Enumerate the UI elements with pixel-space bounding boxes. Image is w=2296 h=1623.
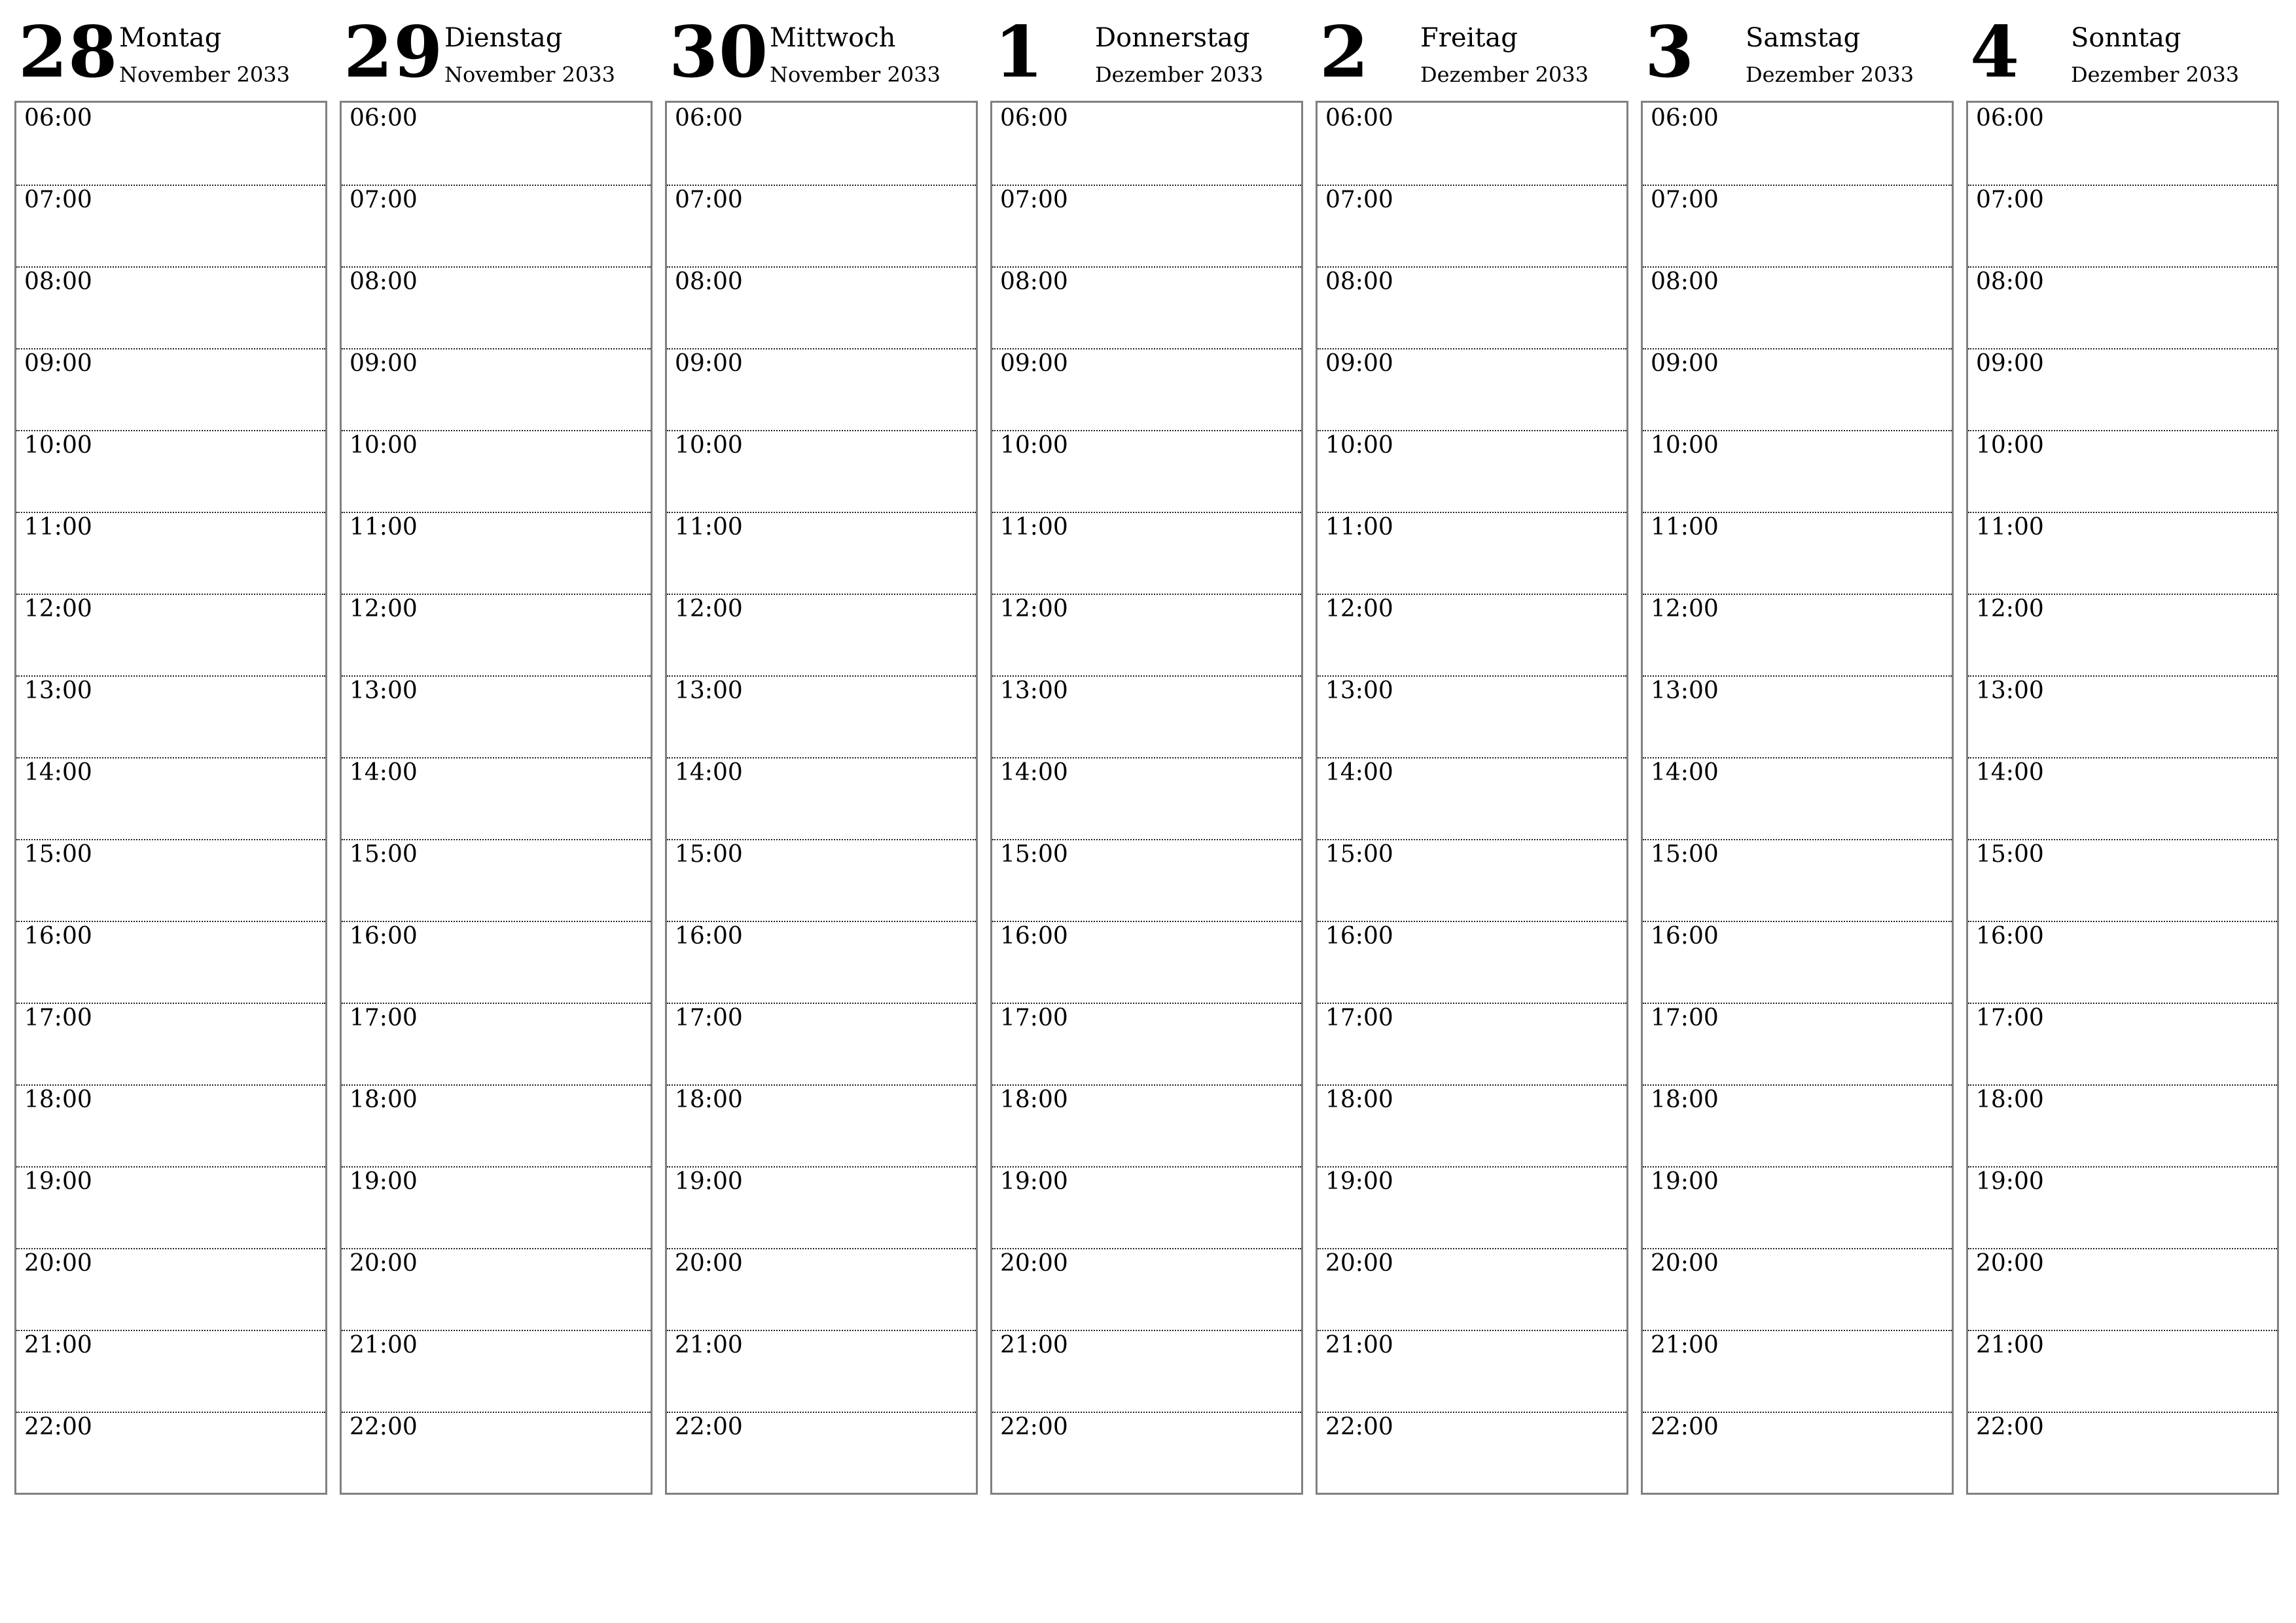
time-label: 10:00: [1976, 432, 2044, 459]
time-label: 16:00: [350, 923, 418, 950]
time-label: 07:00: [1651, 187, 1719, 213]
time-slot[interactable]: [992, 1248, 1301, 1331]
time-slot[interactable]: [992, 1003, 1301, 1086]
hour-grid: [1316, 101, 1628, 1495]
time-slot[interactable]: [1318, 103, 1626, 186]
time-label: 16:00: [1325, 923, 1393, 950]
time-slot[interactable]: [16, 1412, 325, 1493]
time-slot[interactable]: [667, 1330, 976, 1413]
month-year: Dezember 2033: [1420, 62, 1589, 87]
time-slot[interactable]: [1318, 1166, 1626, 1249]
time-label: 07:00: [1325, 187, 1393, 213]
hour-grid: [1641, 101, 1954, 1495]
month-year: Dezember 2033: [1746, 62, 1914, 87]
time-slot[interactable]: [667, 103, 976, 186]
time-slot[interactable]: [1968, 594, 2277, 677]
time-label: 09:00: [675, 350, 743, 377]
weekday-name: Samstag: [1746, 23, 1861, 53]
time-label: 15:00: [1651, 841, 1719, 868]
time-label: 13:00: [1976, 677, 2044, 704]
time-slot[interactable]: [16, 430, 325, 513]
time-slot[interactable]: [16, 757, 325, 840]
time-slot[interactable]: [1643, 1248, 1952, 1331]
time-slot[interactable]: [992, 430, 1301, 513]
time-slot[interactable]: [1643, 1412, 1952, 1493]
time-slot[interactable]: [667, 512, 976, 595]
time-slot[interactable]: [1968, 1412, 2277, 1493]
time-label: 22:00: [24, 1414, 92, 1440]
time-label: 12:00: [1976, 596, 2044, 622]
time-slot[interactable]: [342, 1248, 651, 1331]
time-label: 13:00: [24, 677, 92, 704]
time-label: 08:00: [350, 268, 418, 295]
time-label: 20:00: [350, 1250, 418, 1277]
time-slot[interactable]: [667, 1003, 976, 1086]
time-label: 14:00: [675, 759, 743, 786]
time-label: 06:00: [350, 105, 418, 132]
time-label: 15:00: [1000, 841, 1068, 868]
time-slot[interactable]: [16, 512, 325, 595]
time-slot[interactable]: [1968, 1330, 2277, 1413]
time-slot[interactable]: [16, 103, 325, 186]
hour-grid: [665, 101, 978, 1495]
time-slot[interactable]: [342, 1166, 651, 1249]
time-slot[interactable]: [1968, 430, 2277, 513]
time-label: 20:00: [675, 1250, 743, 1277]
time-label: 17:00: [24, 1005, 92, 1031]
time-slot[interactable]: [1968, 1003, 2277, 1086]
time-slot[interactable]: [16, 1166, 325, 1249]
time-label: 10:00: [1000, 432, 1068, 459]
time-slot[interactable]: [342, 1084, 651, 1168]
time-slot[interactable]: [1318, 675, 1626, 758]
time-label: 09:00: [1651, 350, 1719, 377]
hour-grid: [990, 101, 1303, 1495]
time-label: 19:00: [1976, 1168, 2044, 1195]
time-slot[interactable]: [667, 757, 976, 840]
time-label: 22:00: [1325, 1414, 1393, 1440]
time-label: 18:00: [1000, 1086, 1068, 1113]
time-label: 15:00: [24, 841, 92, 868]
time-slot[interactable]: [667, 185, 976, 268]
time-slot[interactable]: [1968, 266, 2277, 349]
weekday-name: Donnerstag: [1095, 23, 1250, 53]
time-label: 11:00: [675, 514, 743, 541]
time-label: 14:00: [1325, 759, 1393, 786]
weekday-name: Mittwoch: [770, 23, 896, 53]
time-slot[interactable]: [1968, 839, 2277, 922]
time-label: 17:00: [350, 1005, 418, 1031]
month-year: Dezember 2033: [1095, 62, 1264, 87]
time-label: 10:00: [350, 432, 418, 459]
time-slot[interactable]: [1643, 921, 1952, 1004]
time-label: 06:00: [24, 105, 92, 132]
time-slot[interactable]: [342, 594, 651, 677]
time-label: 17:00: [1325, 1005, 1393, 1031]
time-slot[interactable]: [342, 348, 651, 431]
day-number: 30: [669, 11, 769, 94]
time-slot[interactable]: [1968, 103, 2277, 186]
day-header: [14, 0, 326, 98]
time-slot[interactable]: [342, 921, 651, 1004]
time-label: 12:00: [24, 596, 92, 622]
time-label: 14:00: [1976, 759, 2044, 786]
time-label: 09:00: [1325, 350, 1393, 377]
time-slot[interactable]: [1968, 757, 2277, 840]
time-label: 15:00: [350, 841, 418, 868]
time-slot[interactable]: [16, 1248, 325, 1331]
time-slot[interactable]: [16, 348, 325, 431]
time-label: 13:00: [1325, 677, 1393, 704]
time-slot[interactable]: [992, 266, 1301, 349]
time-slot[interactable]: [1968, 512, 2277, 595]
day-number: 28: [18, 11, 118, 94]
time-slot[interactable]: [342, 266, 651, 349]
time-slot[interactable]: [1643, 512, 1952, 595]
time-slot[interactable]: [1968, 1084, 2277, 1168]
day-number: 29: [344, 11, 444, 94]
time-label: 14:00: [1000, 759, 1068, 786]
time-label: 07:00: [675, 187, 743, 213]
time-label: 09:00: [350, 350, 418, 377]
time-slot[interactable]: [16, 839, 325, 922]
time-label: 08:00: [1651, 268, 1719, 295]
time-slot[interactable]: [1643, 266, 1952, 349]
time-label: 18:00: [675, 1086, 743, 1113]
time-label: 11:00: [1000, 514, 1068, 541]
time-slot[interactable]: [1318, 348, 1626, 431]
month-year: November 2033: [119, 62, 290, 87]
weekday-name: Montag: [119, 23, 222, 53]
time-slot[interactable]: [342, 839, 651, 922]
time-label: 17:00: [1000, 1005, 1068, 1031]
time-label: 12:00: [1000, 596, 1068, 622]
weekday-name: Freitag: [1420, 23, 1518, 53]
time-label: 12:00: [350, 596, 418, 622]
time-label: 20:00: [1651, 1250, 1719, 1277]
time-label: 11:00: [1325, 514, 1393, 541]
time-slot[interactable]: [16, 185, 325, 268]
time-label: 18:00: [350, 1086, 418, 1113]
time-slot[interactable]: [342, 1003, 651, 1086]
time-label: 18:00: [24, 1086, 92, 1113]
time-label: 10:00: [1325, 432, 1393, 459]
weekday-name: Sonntag: [2071, 23, 2181, 53]
time-label: 17:00: [1976, 1005, 2044, 1031]
time-label: 09:00: [24, 350, 92, 377]
time-label: 19:00: [1651, 1168, 1719, 1195]
time-label: 08:00: [1976, 268, 2044, 295]
time-slot[interactable]: [16, 266, 325, 349]
time-label: 11:00: [24, 514, 92, 541]
time-slot[interactable]: [1318, 839, 1626, 922]
day-number: 4: [1970, 11, 2020, 94]
time-slot[interactable]: [1318, 430, 1626, 513]
time-slot[interactable]: [992, 921, 1301, 1004]
time-slot[interactable]: [667, 1166, 976, 1249]
time-label: 22:00: [1651, 1414, 1719, 1440]
time-slot[interactable]: [1643, 430, 1952, 513]
time-slot[interactable]: [992, 839, 1301, 922]
time-label: 14:00: [24, 759, 92, 786]
time-label: 18:00: [1976, 1086, 2044, 1113]
time-label: 20:00: [1976, 1250, 2044, 1277]
time-label: 16:00: [1000, 923, 1068, 950]
time-slot[interactable]: [992, 348, 1301, 431]
time-slot[interactable]: [667, 839, 976, 922]
time-slot[interactable]: [1643, 594, 1952, 677]
time-slot[interactable]: [342, 185, 651, 268]
hour-grid: [14, 101, 327, 1495]
time-label: 16:00: [675, 923, 743, 950]
time-label: 15:00: [1976, 841, 2044, 868]
time-label: 19:00: [24, 1168, 92, 1195]
time-slot[interactable]: [1318, 1084, 1626, 1168]
time-slot[interactable]: [342, 675, 651, 758]
time-label: 08:00: [24, 268, 92, 295]
time-slot[interactable]: [16, 1330, 325, 1413]
time-slot[interactable]: [1318, 757, 1626, 840]
time-label: 14:00: [1651, 759, 1719, 786]
time-label: 07:00: [24, 187, 92, 213]
time-slot[interactable]: [992, 757, 1301, 840]
time-slot[interactable]: [342, 1330, 651, 1413]
time-label: 13:00: [350, 677, 418, 704]
time-slot[interactable]: [342, 512, 651, 595]
time-slot[interactable]: [667, 594, 976, 677]
time-label: 07:00: [1000, 187, 1068, 213]
day-header: [665, 0, 977, 98]
time-slot[interactable]: [1643, 103, 1952, 186]
time-slot[interactable]: [342, 103, 651, 186]
time-label: 19:00: [1000, 1168, 1068, 1195]
time-label: 22:00: [675, 1414, 743, 1440]
time-slot[interactable]: [667, 1248, 976, 1331]
time-label: 06:00: [1651, 105, 1719, 132]
month-year: November 2033: [444, 62, 615, 87]
weekday-name: Dienstag: [444, 23, 563, 53]
day-number: 3: [1645, 11, 1695, 94]
time-label: 20:00: [1325, 1250, 1393, 1277]
time-slot[interactable]: [16, 675, 325, 758]
time-label: 07:00: [1976, 187, 2044, 213]
time-label: 06:00: [1000, 105, 1068, 132]
month-year: November 2033: [770, 62, 941, 87]
day-header: [1316, 0, 1627, 98]
time-label: 21:00: [24, 1332, 92, 1359]
time-label: 22:00: [1000, 1414, 1068, 1440]
time-label: 16:00: [1976, 923, 2044, 950]
time-slot[interactable]: [667, 921, 976, 1004]
time-label: 08:00: [675, 268, 743, 295]
time-slot[interactable]: [1318, 594, 1626, 677]
time-slot[interactable]: [1968, 185, 2277, 268]
time-label: 15:00: [1325, 841, 1393, 868]
time-slot[interactable]: [667, 430, 976, 513]
time-slot[interactable]: [667, 1412, 976, 1493]
time-slot[interactable]: [1643, 1084, 1952, 1168]
time-label: 19:00: [350, 1168, 418, 1195]
time-label: 11:00: [1976, 514, 2044, 541]
time-slot[interactable]: [16, 1003, 325, 1086]
time-label: 19:00: [675, 1168, 743, 1195]
time-slot[interactable]: [342, 1412, 651, 1493]
time-label: 08:00: [1325, 268, 1393, 295]
time-slot[interactable]: [667, 675, 976, 758]
time-label: 10:00: [675, 432, 743, 459]
time-slot[interactable]: [1318, 185, 1626, 268]
time-label: 12:00: [1325, 596, 1393, 622]
time-label: 13:00: [675, 677, 743, 704]
time-slot[interactable]: [1643, 1166, 1952, 1249]
time-label: 11:00: [1651, 514, 1719, 541]
time-slot[interactable]: [342, 430, 651, 513]
time-slot[interactable]: [992, 675, 1301, 758]
day-header: [340, 0, 651, 98]
time-slot[interactable]: [16, 594, 325, 677]
time-slot[interactable]: [1318, 1248, 1626, 1331]
time-slot[interactable]: [1318, 1330, 1626, 1413]
time-slot[interactable]: [667, 266, 976, 349]
time-slot[interactable]: [1318, 266, 1626, 349]
day-number: 2: [1319, 11, 1370, 94]
time-label: 22:00: [1976, 1414, 2044, 1440]
time-slot[interactable]: [16, 1084, 325, 1168]
time-slot[interactable]: [1643, 1003, 1952, 1086]
day-header: [1641, 0, 1952, 98]
time-slot[interactable]: [992, 1084, 1301, 1168]
time-label: 17:00: [1651, 1005, 1719, 1031]
time-slot[interactable]: [1318, 921, 1626, 1004]
time-label: 22:00: [350, 1414, 418, 1440]
time-label: 09:00: [1976, 350, 2044, 377]
time-label: 10:00: [1651, 432, 1719, 459]
time-slot[interactable]: [1643, 675, 1952, 758]
time-slot[interactable]: [1968, 1166, 2277, 1249]
time-slot[interactable]: [342, 757, 651, 840]
time-slot[interactable]: [1968, 921, 2277, 1004]
time-label: 07:00: [350, 187, 418, 213]
time-label: 16:00: [1651, 923, 1719, 950]
time-label: 21:00: [1651, 1332, 1719, 1359]
time-label: 19:00: [1325, 1168, 1393, 1195]
time-slot[interactable]: [992, 1166, 1301, 1249]
time-label: 09:00: [1000, 350, 1068, 377]
month-year: Dezember 2033: [2071, 62, 2240, 87]
time-slot[interactable]: [667, 348, 976, 431]
time-label: 13:00: [1651, 677, 1719, 704]
time-label: 18:00: [1651, 1086, 1719, 1113]
time-slot[interactable]: [1968, 348, 2277, 431]
hour-grid: [1966, 101, 2279, 1495]
time-slot[interactable]: [1643, 839, 1952, 922]
time-label: 11:00: [350, 514, 418, 541]
time-label: 17:00: [675, 1005, 743, 1031]
time-slot[interactable]: [1318, 512, 1626, 595]
hour-grid: [340, 101, 653, 1495]
time-label: 21:00: [1325, 1332, 1393, 1359]
time-label: 14:00: [350, 759, 418, 786]
time-slot[interactable]: [992, 1330, 1301, 1413]
time-label: 21:00: [1976, 1332, 2044, 1359]
time-slot[interactable]: [992, 594, 1301, 677]
time-slot[interactable]: [1318, 1412, 1626, 1493]
time-slot[interactable]: [667, 1084, 976, 1168]
time-label: 12:00: [675, 596, 743, 622]
time-slot[interactable]: [1968, 1248, 2277, 1331]
time-label: 21:00: [1000, 1332, 1068, 1359]
time-label: 21:00: [675, 1332, 743, 1359]
time-slot[interactable]: [992, 185, 1301, 268]
time-label: 15:00: [675, 841, 743, 868]
time-slot[interactable]: [992, 103, 1301, 186]
time-slot[interactable]: [1318, 1003, 1626, 1086]
time-slot[interactable]: [1643, 1330, 1952, 1413]
time-slot[interactable]: [1968, 675, 2277, 758]
day-header: [990, 0, 1302, 98]
time-label: 06:00: [1325, 105, 1393, 132]
time-label: 13:00: [1000, 677, 1068, 704]
time-slot[interactable]: [992, 1412, 1301, 1493]
time-label: 21:00: [350, 1332, 418, 1359]
time-label: 18:00: [1325, 1086, 1393, 1113]
time-label: 06:00: [1976, 105, 2044, 132]
time-slot[interactable]: [992, 512, 1301, 595]
time-label: 20:00: [1000, 1250, 1068, 1277]
time-label: 16:00: [24, 923, 92, 950]
time-slot[interactable]: [1643, 185, 1952, 268]
time-label: 06:00: [675, 105, 743, 132]
day-number: 1: [994, 11, 1045, 94]
time-label: 10:00: [24, 432, 92, 459]
time-slot[interactable]: [1643, 348, 1952, 431]
day-header: [1966, 0, 2278, 98]
time-slot[interactable]: [16, 921, 325, 1004]
time-label: 12:00: [1651, 596, 1719, 622]
time-label: 08:00: [1000, 268, 1068, 295]
time-label: 20:00: [24, 1250, 92, 1277]
time-slot[interactable]: [1643, 757, 1952, 840]
